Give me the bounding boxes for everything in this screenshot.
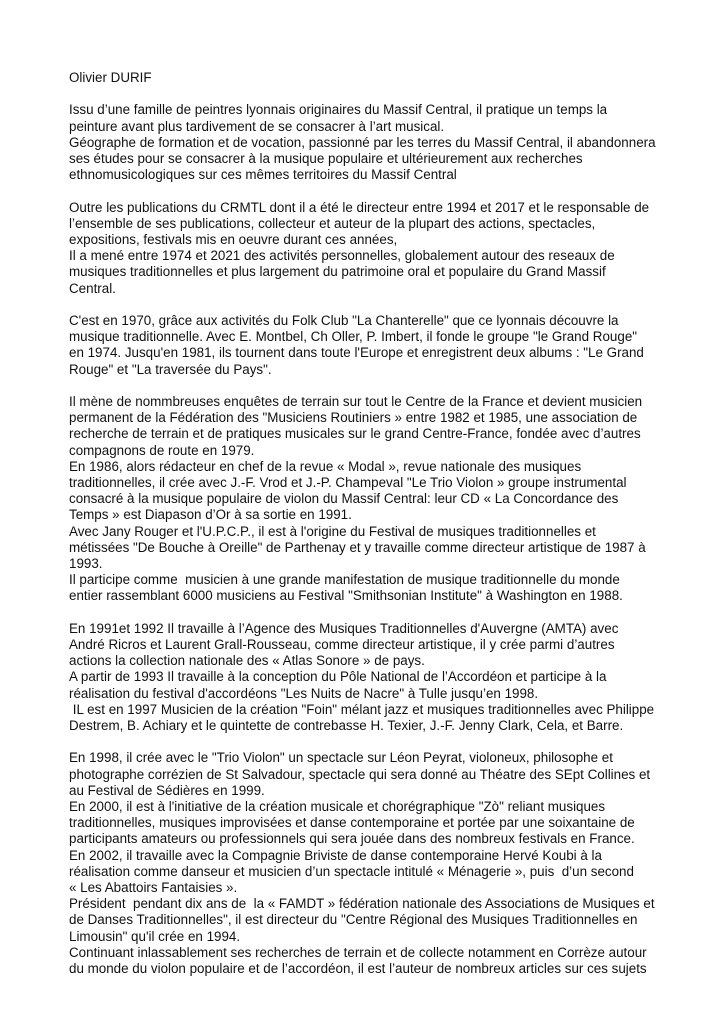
text-line: traditionnelles, il crée avec J.-F. Vrod et J.-P. Champeval "Le Trio Violon » groupe instrumental (69, 475, 627, 491)
text-line: A partir de 1993 Il travaille à la conception du Pôle National de l’Accordéon et participe à la (69, 669, 607, 685)
text-line: photographe corrézien de St Salvadour, spectacle qui sera donné au Théatre des SEpt Collines et (69, 766, 651, 782)
text-line: recherche de terrain et de pratiques musicales sur le grand Centre-France, fondée avec d’autres (69, 426, 641, 442)
text-line: Avec Jany Rouger et l'U.P.C.P., il est à l'origine du Festival de musiques traditionnelles et (69, 523, 596, 539)
text-line: C'est en 1970, grâce aux activités du Folk Club "La Chanterelle" que ce lyonnais découvre la (69, 313, 619, 328)
text-line: compagnons de route en 1979. (69, 442, 255, 458)
text-line: l’ensemble de ses publications, collecteur et auteur de la plupart des actions, spectacles, (69, 215, 596, 231)
text-line: IL est en 1997 Musicien de la création "Foin" mélant jazz et musiques traditionnelles avec Philippe (69, 701, 655, 717)
text-line: musiques traditionnelles et plus largement du patrimoine oral et populaire du Grand Massif (69, 264, 606, 280)
text-line: peinture avant plus tardivement de se consacrer à l’art musical. (69, 118, 445, 134)
text-line: réalisation comme danseur et musicien d’un spectacle intitulé « Ménagerie », puis d’un second (69, 863, 634, 879)
text-line: En 1986, alors rédacteur en chef de la revue « Modal », revue nationale des musiques (69, 458, 582, 474)
paragraph (69, 200, 669, 297)
text-line: expositions, festivals mis en oeuvre durant ces années, (69, 232, 398, 247)
text-line: ses études pour se consacrer à la musique populaire et ultérieurement aux recherches (69, 151, 583, 166)
text-line: Outre les publications du CRMTL dont il a été le directeur entre 1994 et 2017 et le responsable de (69, 199, 650, 215)
text-line: musique traditionnelle. Avec E. Montbel, Ch Oller, P. Imbert, il fonde le groupe "le Grand Rouge" (69, 329, 638, 345)
text-line: métissées "De Bouche à Oreille" de Parthenay et y travaille comme directeur artistique de 1987 à (69, 539, 646, 555)
text-line: Temps » est Diapason d’Or à sa sortie en 1991. (69, 507, 352, 523)
text-line: traditionnelles, musiques improvisées et danse contemporaine et portée par une soixantaine de (69, 815, 635, 831)
document-title: Olivier DURIF (69, 70, 152, 85)
text-line: En 2000, il est à l'initiative de la création musicale et chorégraphique "Zò" reliant musiques (69, 799, 606, 815)
text-line: Il a mené entre 1974 et 2021 des activités personnelles, globalement autour des reseaux de (69, 248, 615, 264)
text-line: Continuant inlassablement ses recherches de terrain et de collecte notamment en Corrèze autour (69, 944, 647, 960)
text-line: de Danses Traditionnelles", il est directeur du "Centre Régional des Musiques Traditionnelles en (69, 912, 638, 928)
document-title-block (69, 70, 669, 86)
text-line: Destrem, B. Achiary et le quintette de contrebasse H. Texier, J.-F. Jenny Clark, Cela, et Barre. (69, 718, 624, 734)
document-body (69, 102, 669, 977)
text-line: Géographe de formation et de vocation, passionné par les terres du Massif Central, il abandonnera (69, 134, 656, 150)
paragraph (69, 394, 669, 605)
text-line: entier rassemblant 6000 musiciens au Festival "Smithsonian Institute" à Washington en 1988. (69, 588, 623, 604)
document-page (69, 70, 669, 993)
paragraph (69, 750, 669, 977)
text-line: En 1991et 1992 Il travaille à l’Agence des Musiques Traditionnelles d'Auvergne (AMTA) avec (69, 620, 619, 636)
text-line: Il participe comme musicien à une grande manifestation de musique traditionnelle du monde (69, 572, 620, 588)
text-line: permanent de la Fédération des "Musiciens Routiniers » entre 1982 et 1985, une association de (69, 410, 638, 426)
text-line: ethnomusicologiques sur ces mêmes territoires du Massif Central (69, 167, 457, 183)
paragraph (69, 313, 669, 378)
text-line: réalisation du festival d'accordéons "Les Nuits de Nacre" à Tulle jusqu’en 1998. (69, 685, 539, 701)
paragraph (69, 102, 669, 183)
text-line: participants amateurs ou professionnels qui sera jouée dans des nombreux festivals en France. (69, 831, 635, 847)
text-line: Rouge" et "La traversée du Pays". (69, 361, 272, 377)
text-line: Central. (69, 280, 116, 296)
text-line: au Festival de Sédières en 1999. (69, 782, 265, 798)
text-line: Issu d’une famille de peintres lyonnais originaires du Massif Central, il pratique un temps la (69, 102, 608, 118)
text-line: En 1998, il crée avec le "Trio Violon" un spectacle sur Léon Peyrat, violoneux, philosophe et (69, 750, 613, 766)
paragraph (69, 621, 669, 734)
text-line: en 1974. Jusqu'en 1981, ils tournent dans toute l'Europe et enregistrent deux albums : "Le Grand (69, 345, 644, 361)
text-line: du monde du violon populaire et de l’accordéon, il est l’auteur de nombreux articles sur ces sujets (69, 961, 647, 977)
text-line: André Ricros et Laurent Grall-Rousseau, comme directeur artistique, il y crée parmi d’autres (69, 637, 615, 653)
text-line: consacré à la musique populaire de violon du Massif Central: leur CD « La Concordance des (69, 491, 619, 507)
text-line: actions la collection nationale des « Atlas Sonore » de pays. (69, 653, 425, 669)
text-line: « Les Abattoirs Fantaisies ». (69, 880, 238, 896)
text-line: 1993. (69, 556, 103, 572)
text-line: Président pendant dix ans de la « FAMDT » fédération nationale des Associations de Musiques et (69, 896, 655, 912)
text-line: Limousin" qu'il crée en 1994. (69, 928, 241, 944)
text-line: Il mène de nommbreuses enquêtes de terrain sur tout le Centre de la France et devient musicien (69, 394, 643, 409)
text-line: En 2002, il travaille avec la Compagnie Briviste de danse contemporaine Hervé Koubi à la (69, 847, 602, 863)
